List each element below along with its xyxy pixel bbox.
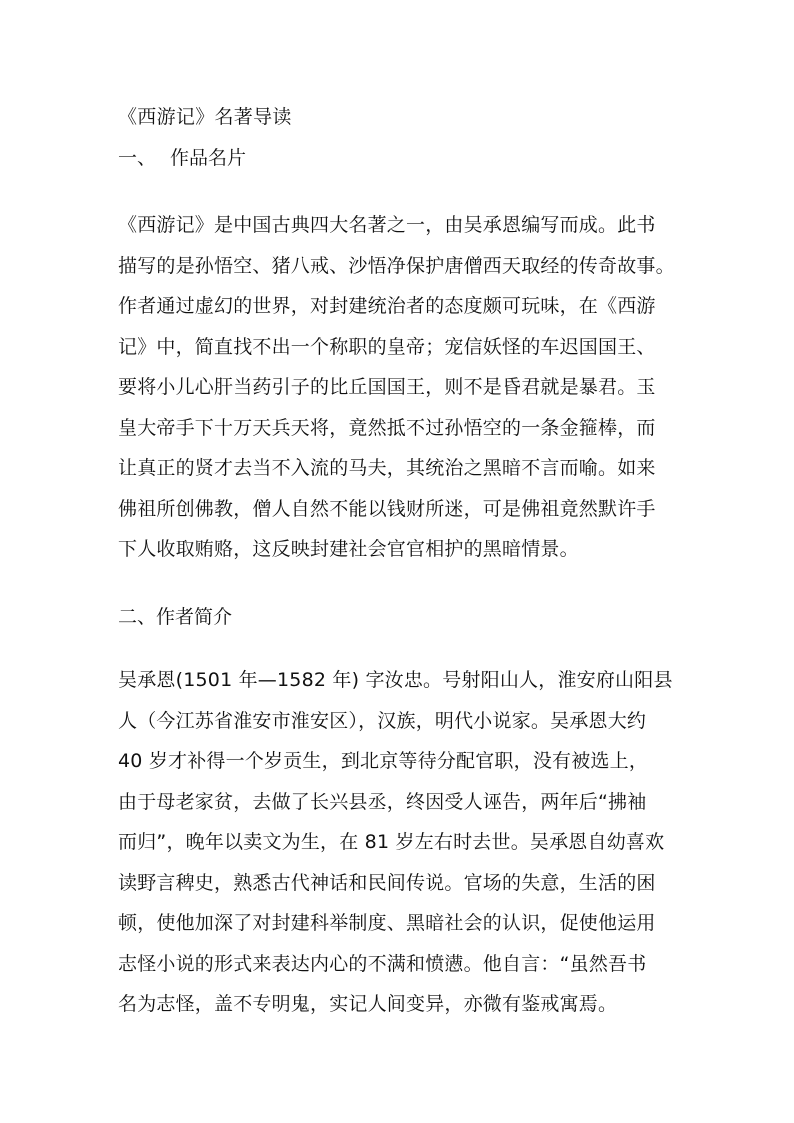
paragraph-line: 名为志怪，盖不专明鬼，实记人间变异，亦微有鉴戒寓焉。: [118, 993, 618, 1015]
document-title: 《西游记》名著导读: [118, 106, 292, 128]
paragraph-line: 志怪小说的形式来表达内心的不满和愤懑。他自言：“虽然吾书: [118, 952, 647, 975]
paragraph-line: 顿，使他加深了对封建科举制度、黑暗社会的认识，促使他运用: [118, 912, 656, 934]
section-2-heading: 二、作者简介: [118, 606, 233, 628]
paragraph-line: 读野言稗史，熟悉古代神话和民间传说。官场的失意，生活的困: [118, 871, 656, 894]
paragraph-line: 《西游记》是中国古典四大名著之一，由吴承恩编写而成。此书: [118, 214, 656, 236]
section-2-paragraph: [118, 660, 688, 1025]
paragraph-line: 下人收取贿赂，这反映封建社会官官相护的黑暗情景。: [118, 538, 579, 560]
paragraph-line: 皇大帝手下十万天兵天将，竟然抵不过孙悟空的一条金箍棒，而: [118, 416, 656, 439]
section-1-number: 一、: [118, 147, 157, 169]
paragraph-line: 而归”，晚年以卖文为生，在 81 岁左右时去世。吴承恩自幼喜欢: [118, 831, 665, 853]
section-1-paragraph: [118, 205, 688, 570]
paragraph-line: 40 岁才补得一个岁贡生，到北京等待分配官职，没有被选上，: [118, 750, 649, 772]
paragraph-line: 作者通过虚幻的世界，对封建统治者的态度颇可玩味，在《西游: [118, 295, 656, 317]
paragraph-line: 佛祖所创佛教，僧人自然不能以钱财所迷，可是佛祖竟然默许手: [118, 497, 656, 520]
paragraph-line: 由于母老家贫，去做了长兴县丞，终因受人诬告，两年后“拂袖: [118, 790, 647, 813]
paragraph-line: 记》中，简直找不出一个称职的皇帝；宠信妖怪的车迟国国王、: [118, 335, 656, 358]
section-1-heading: [118, 141, 688, 175]
paragraph-line: 要将小儿心肝当药引子的比丘国国王，则不是昏君就是暴君。玉: [118, 376, 656, 398]
paragraph-line: 让真正的贤才去当不入流的马夫，其统治之黑暗不言而喻。如来: [118, 457, 656, 479]
paragraph-line: 吴承恩(1501 年—1582 年) 字汝忠。号射阳山人，淮安府山阳县: [118, 669, 673, 691]
section-1-heading-text: 作品名片: [170, 147, 247, 169]
paragraph-line: 人（今江苏省淮安市淮安区），汉族，明代小说家。吴承恩大约: [118, 709, 647, 732]
paragraph-line: 描写的是孙悟空、猪八戒、沙悟净保护唐僧西天取经的传奇故事。: [118, 254, 675, 277]
